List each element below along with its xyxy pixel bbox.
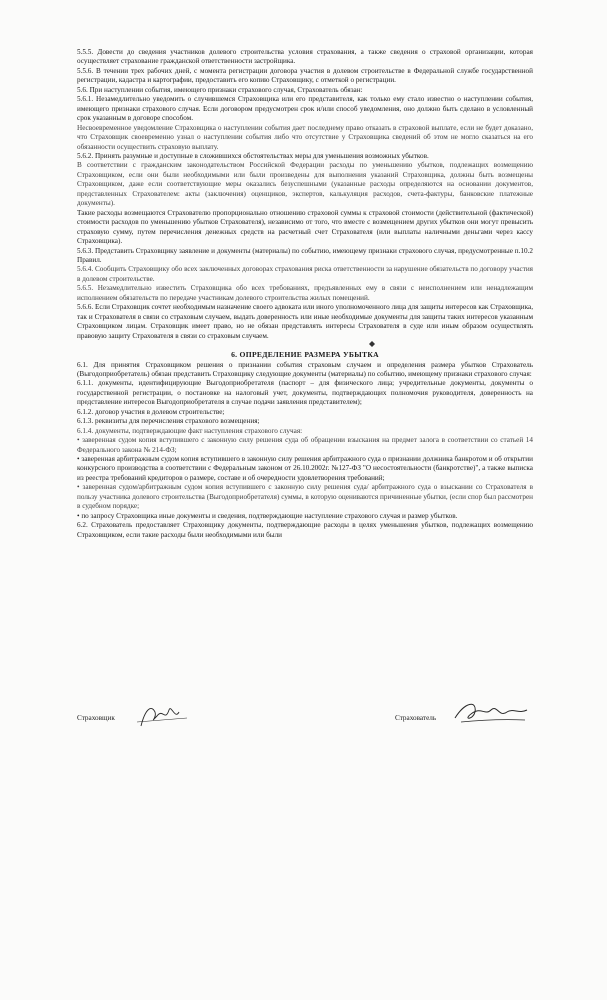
signature-block: [77, 706, 533, 730]
policyholder-signature-mark: [451, 698, 531, 730]
paragraph-5-6-1: 5.6.1. Незамедлительно уведомить о случившемся Страховщика или его представителя, как только ему стало известно о наступлении события, имеющего признаки страхового случая. Если договором предусмотрен срок и/или способ уведомления, оно должно быть сделано в условленный срок указанным в договоре способом.: [77, 95, 533, 123]
bullet-bankruptcy-decision: • заверенная арбитражным судом копия вступившего в законную силу решения арбитражного суда о признании должника банкротом и об открытии конкурсного производства в соответствии с Федеральным законом от 26.10.2002г. №127-ФЗ "О несостоятельности (банкротстве)", а также выписка из реестра требований кредиторов о размере, составе и об очередности удовлетворения требований;: [77, 455, 533, 482]
bullet-other-documents: • по запросу Страховщика иные документы и сведения, подтверждающие наступление страхового случая и размер убытков.: [77, 511, 458, 520]
paragraph-5-6-6: 5.6.6. Если Страховщик сочтет необходимым назначение своего адвоката или иного уполномоченного лица для защиты интересов как Страховщика, так и Страхователя в связи со страховым случаем, выдать доверенность или иные необходимые документы для защиты таких интересов указанным Страховщиком лицам. Страховщик имеет право, но не обязан представлять интересы Страхователя в суде или иным образом осуществлять правовую защиту Страхователя в связи со страховым случаем.: [77, 303, 533, 340]
paragraph-late-notice: Несвоевременное уведомление Страховщика о наступлении события дает последнему право отказать в страховой выплате, если не будет доказано, что Страховщик своевременно узнал о наступлении события либо что отсутствие у Страховщика сведений об этом не могло сказаться на его обязанности осуществить страховую выплату.: [77, 123, 533, 151]
paragraph-5-6-2: 5.6.2. Принять разумные и доступные в сложившихся обстоятельствах меры для уменьшения возможных убытков.: [77, 151, 429, 160]
paragraph-5-5-6: 5.5.6. В течении трех рабочих дней, с момента регистрации договора участия в долевом строительстве в Федеральной службе государственной регистрации, кадастра и картографии, предоставить его копию Страховщику, с отметкой о регистрации.: [77, 66, 533, 85]
paragraph-5-6: 5.6. При наступлении события, имеющего признаки страхового случая, Страхователь обязан:: [77, 85, 363, 94]
paragraph-expense-reimbursement: В соответствии с гражданским законодательством Российской Федерации расходы по уменьшению убытков, подлежащих возмещению Страховщиком, если они были необходимыми или были произведены для выполнения указаний Страховщика, должны быть возмещены Страховщиком, даже если соответствующие меры оказались безуспешными (указанные расходы определяются на основании документов, представленных Страхователем: акты (заключения) оценщиков, экспертов, калькуляция расходов, счета-фактуры, банковские платежные документы).: [77, 161, 533, 208]
ink-mark: [368, 335, 376, 353]
paragraph-6-1-1: 6.1.1. документы, идентифицирующие Выгодоприобретателя (паспорт – для физического лица; учредительные документы, документы о государственной регистрации, о постановке на налоговый учет, документы, подтверждающих полномочия руководителя, доверенность на представление интересов Выгодоприобретателя в случае подачи заявления представителем);: [77, 379, 533, 407]
insurer-signature-mark: [135, 700, 195, 732]
policyholder-signature-label: Страхователь: [395, 714, 437, 722]
section-6-heading: 6. ОПРЕДЕЛЕНИЕ РАЗМЕРА УБЫТКА: [231, 350, 379, 360]
paragraph-proportional-reimbursement: Такие расходы возмещаются Страхователю пропорционально отношению страховой суммы к страховой стоимости (действительной (фактической) стоимости расходов по уменьшению убытков Страхователя), независимо от того, что вместе с возмещением других убытков они могут превысить страховую сумму, путем перечисления денежных средств на расчетный счет Страхователя (или выплаты наличными деньгами через кассу Страховщика).: [77, 208, 533, 246]
bullet-damages-decision: • заверенная судом/арбитражным судом копия вступившего с законную силу решения суда/ арбитражного суда о взыскании со Страхователя в пользу участника долевого строительства (Выгодоприобретателя) суммы, в которую оцениваются причиненные убытки, (если спор был рассмотрен в судебном порядке;: [77, 483, 533, 511]
paragraph-6-1-4: 6.1.4. документы, подтверждающие факт наступления страхового случая:: [77, 426, 303, 435]
paragraph-5-5-5: 5.5.5. Довести до сведения участников долевого строительства условия страхования, а также сведения о страховой организации, которая осуществляет страхование гражданской ответственности застройщика.: [77, 48, 533, 66]
paragraph-5-6-4: 5.6.4. Сообщить Страховщику обо всех заключенных договорах страхования риска ответственности за нарушение обязательств по договору участия в долевом строительстве.: [77, 265, 533, 283]
paragraph-5-6-3: 5.6.3. Представить Страховщику заявление и документы (материалы) по событию, имеющему признаки страхового случая, предусмотренные п.10.2 Правил.: [77, 246, 533, 264]
paragraph-5-6-5: 5.6.5. Незамедлительно известить Страховщика обо всех требованиях, предъявленных ему в связи с неисполнением или ненадлежащим исполнением обязательств по передаче участникам долевого строительства жилых помещений.: [77, 284, 533, 302]
paragraph-6-2: 6.2. Страхователь предоставляет Страховщику документы, подтверждающие расходы в целях уменьшения убытков, подлежащих возмещению Страховщиком, если такие расходы были необходимыми или были: [77, 521, 533, 539]
paragraph-6-1-3: 6.1.3. реквизиты для перечисления страхового возмещения;: [77, 417, 260, 426]
bullet-pledge-decision: • заверенная судом копия вступившего с законную силу решения суда об обращении взыскания на предмет залога в соответствии со статьей 14 Федерального закона № 214-ФЗ;: [77, 436, 533, 454]
paragraph-6-1: 6.1. Для принятия Страховщиком решения о признании события страховым случаем и определения размера убытков Страхователь (Выгодоприобретатель) обязан представить Страховщику следующие документы (материалы) по событию, имеющему признаки страхового случая:: [77, 360, 533, 378]
document-body: [77, 48, 533, 540]
paragraph-6-1-2: 6.1.2. договор участия в долевом строительстве;: [77, 407, 225, 416]
insurer-signature-label: Страховщик: [77, 714, 115, 722]
